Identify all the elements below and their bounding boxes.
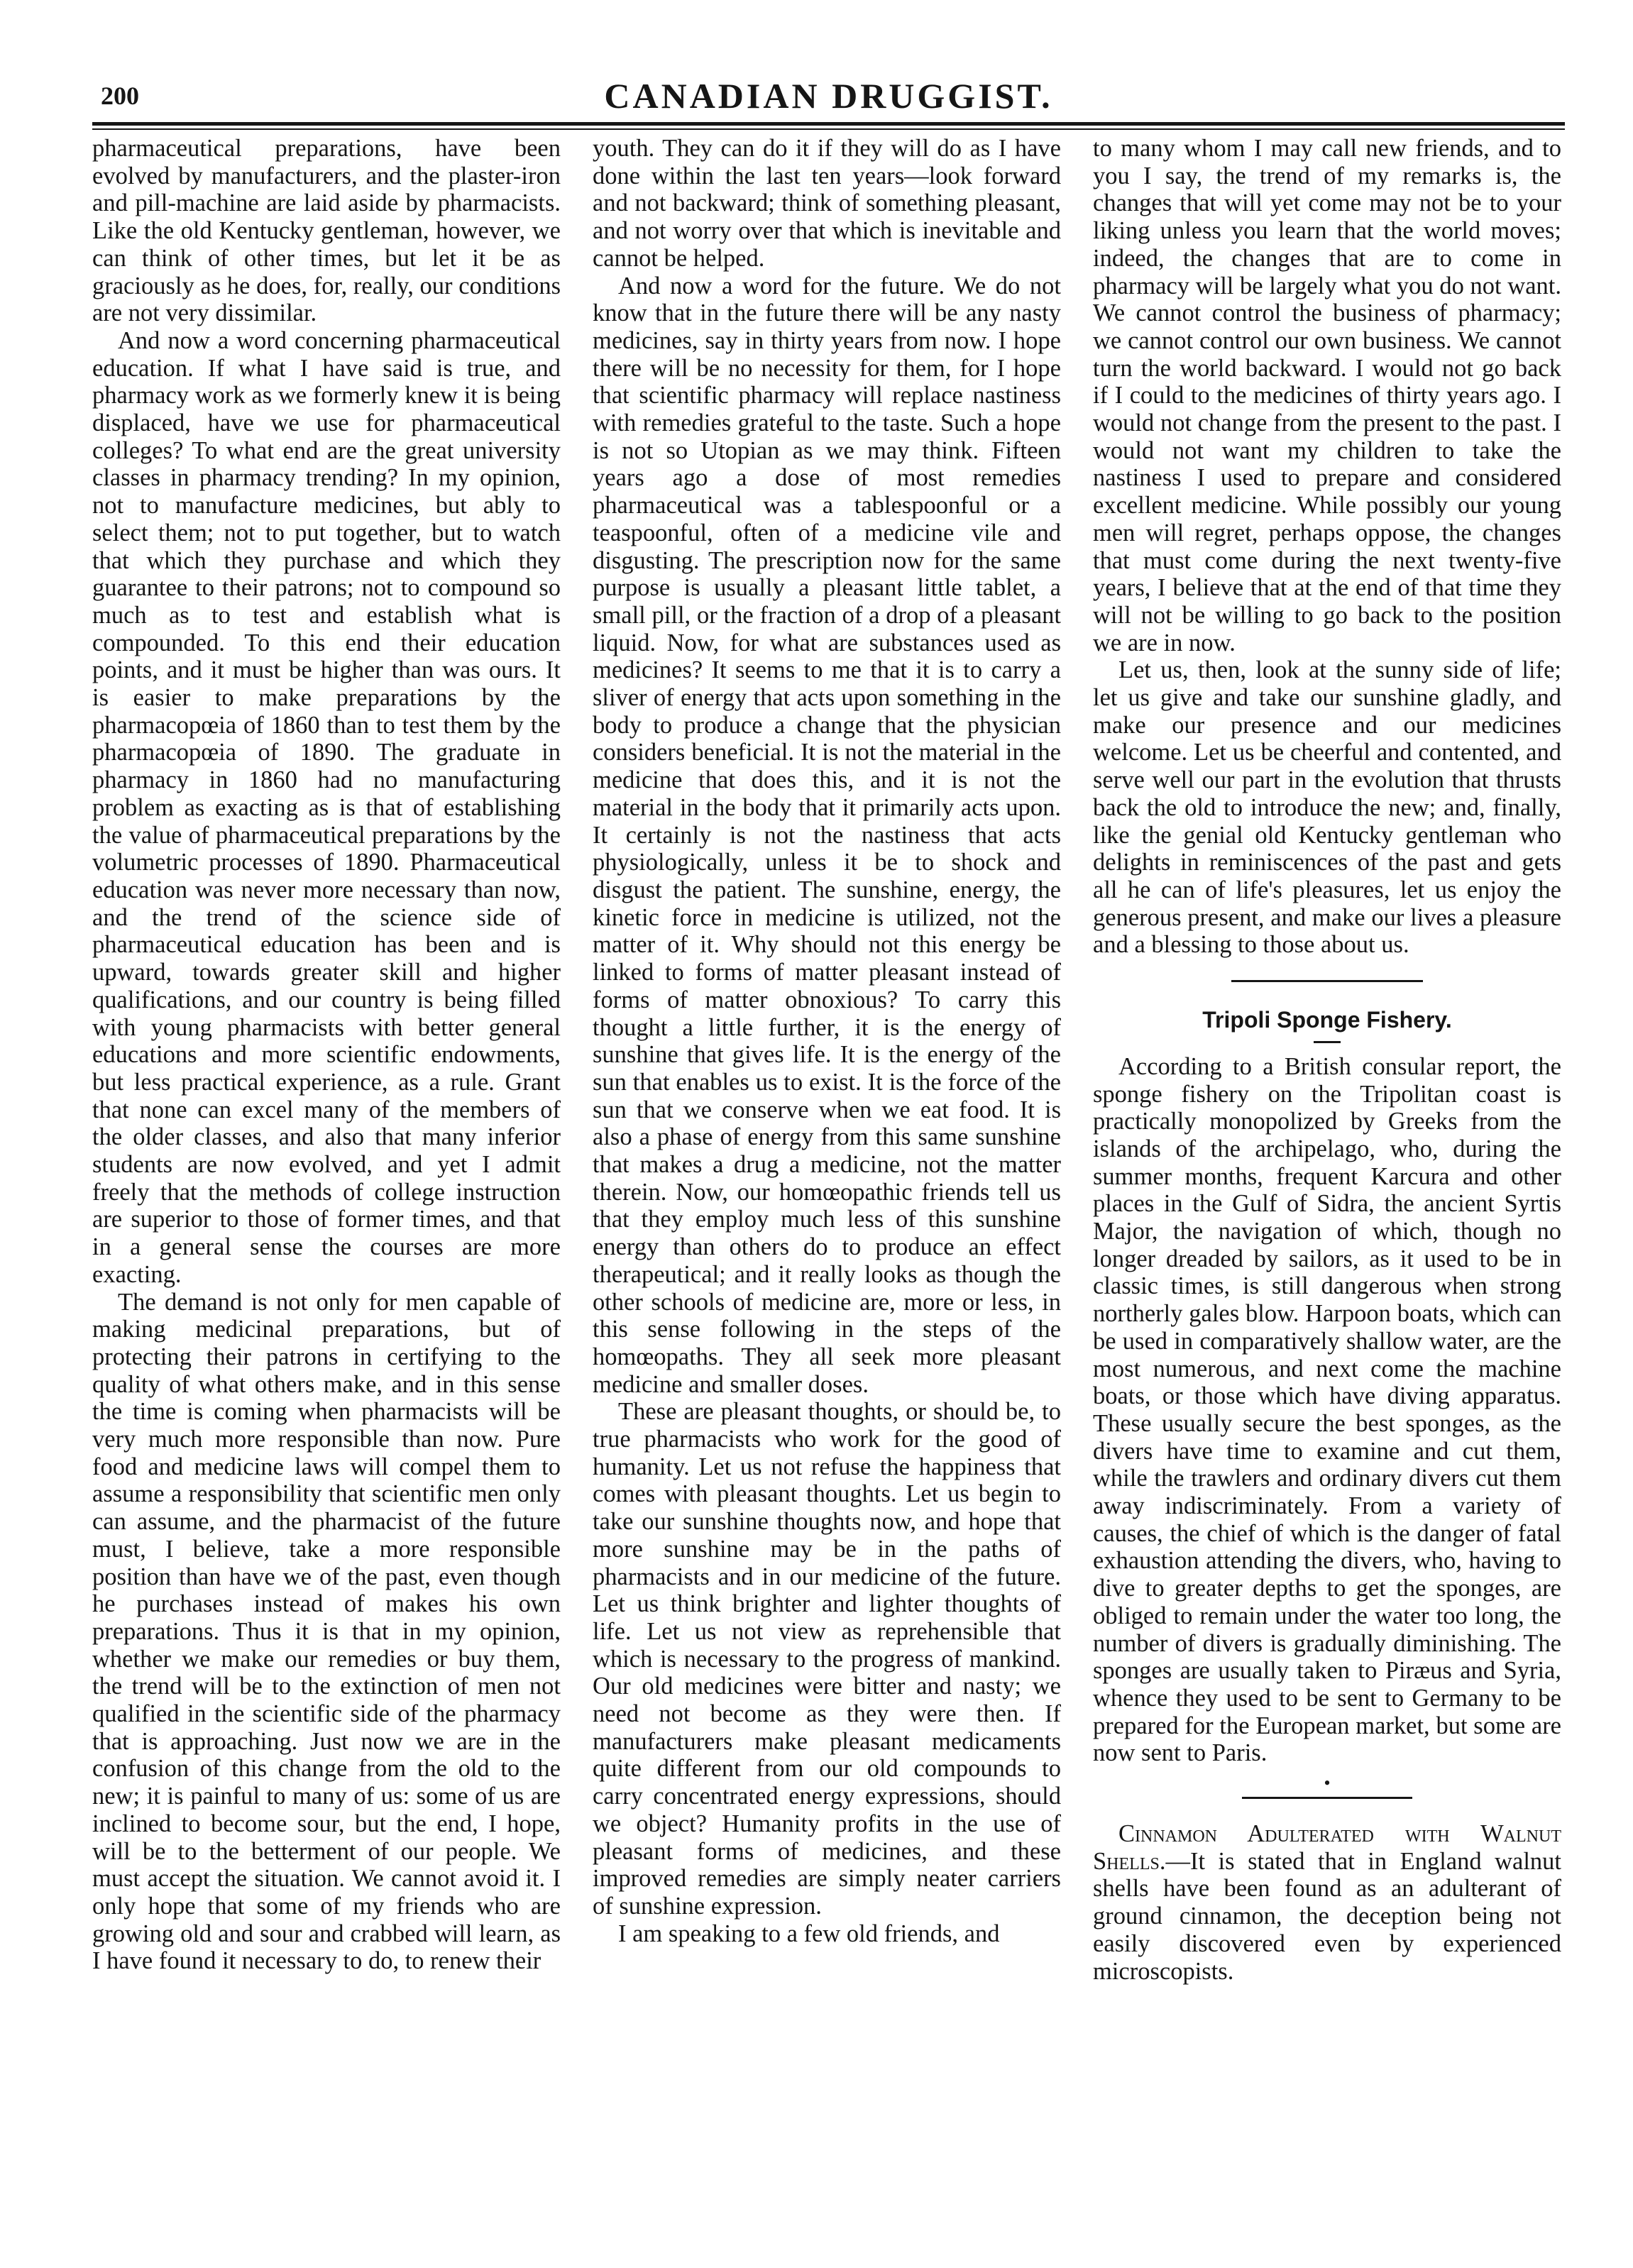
column-right <box>1093 135 1561 1985</box>
column-middle <box>593 135 1061 1947</box>
paragraph: I am speaking to a few old friends, and <box>618 1920 1000 1947</box>
article-title: Tripoli Sponge Fishery. <box>1202 1007 1452 1033</box>
note-body: It is stated that in England walnut shells have been found as an adulterant of ground cinnamon, the deception being not easily discovered even by experienced microscopists. <box>1093 1847 1561 1985</box>
ornament-dot: • <box>1324 1773 1331 1794</box>
header-rule-thin <box>92 128 1565 130</box>
paragraph: pharmaceutical preparations, have been evolved by manufacturers, and the plaster-iron and pill-machine are laid aside by pharmacists. Like the old Kentucky gentleman, however, we can think of other times, but let it be as graciously as he does, for, really, our conditions are not very dissimilar. <box>92 135 561 327</box>
paragraph: And now a word for the future. We do not know that in the future there will be any nasty medicines, say in thirty years from now. I hope there will be no necessity for them, for I hope that scientific pharmacy will replace nastiness with remedies grateful to the taste. Such a hope is not so Utopian as we may think. Fifteen years ago a dose of most remedies pharmaceutical was a tablespoonful or a teaspoonful, often of a medicine vile and disgusting. The prescription now for the same purpose is usually a pleasant little tablet, a small pill, or the fraction of a drop of a pleasant liquid. Now, for what are substances used as medicines? It seems to me that it is to carry a sliver of energy that acts upon something in the body to produce a change that the physician considers beneficial. It is not the material in the medicine that does this, and it is not the material in the body that it primarily acts upon. It certainly is not the nastiness that acts physiologically, unless it be to shock and disgust the patient. The sunshine, energy, the kinetic force in medicine is utilized, not the matter of it. Why should not this energy be linked to forms of matter pleasant instead of forms of matter obnoxious? To carry this thought a little further, it is the energy of sunshine that gives life. It is the energy of the sun that enables us to exist. It is the force of the sun that we conserve when we eat food. It is also a phase of energy from this same sunshine that makes a drug a medicine, not the matter therein. Now, our homœopathic friends tell us that they employ much less of this sunshine energy than others do to produce an effect therapeutical; and it really looks as though the other schools of medicine are, more or less, in this sense following in the steps of the homœopaths. They all seek more pleasant medicine and smaller doses. <box>593 272 1061 1398</box>
paragraph: And now a word concerning pharmaceutical education. If what I have said is true, and pharmacy work as we formerly knew it is being displaced, have we use for pharmaceutical colleges? To what end are the great university classes in pharmacy trending? In my opinion, not to manufacture medicines, but ably to select them; not to put together, but to watch that which they purchase and which they guarantee to their patrons; not to compound so much as to test and establish what is compounded. To this end their education points, and it must be higher than was ours. It is easier to make preparations by the pharmacopœia of 1860 than to test them by the pharmacopœia of 1890. The graduate in pharmacy in 1860 had no manufacturing problem as exacting as is that of establishing the value of pharmaceutical preparations by the volumetric processes of 1890. Pharmaceutical education was never more necessary than now, and the trend of the science side of pharmaceutical education has been and is upward, towards greater skill and higher qualifications, and our country is being filled with young pharmacists with better general educations and more scientific endowments, but less practical experience, as a rule. Grant that none can excel many of the members of the older classes, and also that many inferior students are now evolved, and yet I admit freely that the methods of college instruction are superior to those of former times, and that in a general sense the courses are more exacting. <box>92 326 561 1288</box>
paragraph: Let us, then, look at the sunny side of life; let us give and take our sunshine gladly, and make our presence and our medicines welcome. Let us be cheerful and contented, and serve well our part in the evolution that thrusts back the old to introduce the new; and, finally, like the genial old Kentucky gentleman who delights in reminiscences of the past and gets all he can of life's pleasures, let us enjoy the generous present, and make our lives a pleasure and a blessing to those about us. <box>1093 656 1561 959</box>
paragraph: youth. They can do it if they will do as I have done within the last ten years—look forward and not backward; think of something pleasant, and not worry over that which is inevitable and cannot be helped. <box>593 135 1061 272</box>
journal-title: CANADIAN DRUGGIST. <box>604 76 1053 116</box>
section-divider <box>1242 1797 1412 1799</box>
note-paragraph <box>1093 1820 1561 1985</box>
page-number: 200 <box>101 82 139 110</box>
title-dash <box>1314 1041 1341 1043</box>
header-rule-thick <box>92 122 1565 126</box>
paragraph: to many whom I may call new friends, and to you I say, the trend of my remarks is, the changes that will yet come may not be to your liking unless you learn that the world moves; indeed, the changes that are to come in pharmacy will be largely what you do not want. We cannot control the business of pharmacy; we cannot control our own business. We cannot turn the world backward. I would not go back if I could to the medicines of thirty years ago. I would not change from the present to the past. I would not want my children to take the nastiness I used to prepare and considered excellent medicine. While possibly our young men will regret, perhaps oppose, the changes that must come during the next twenty-five years, I believe that at the end of that time they will not be willing to go back to the position we are in now. <box>1093 135 1561 656</box>
paragraph: The demand is not only for men capable of making medicinal preparations, but of protecting their patrons in certifying to the quality of what others make, and in this sense the time is coming when pharmacists will be very much more responsible than now. Pure food and medicine laws will compel them to assume a responsibility that scientific men only can assume, and the pharmacist of the future must, I believe, take a more responsible position than have we of the past, even though he purchases instead of makes his own preparations. Thus it is that in my opinion, whether we make our remedies or buy them, the trend will be to the extinction of men not qualified in the scientific side of the pharmacy that is approaching. Just now we are in the confusion of this change from the old to the new; it is painful to many of us: some of us are inclined to become sour, but the end, I hope, will be to the betterment of our people. We must accept the situation. We cannot avoid it. I only hope that some of my friends who are growing old and sour and crabbed will learn, as I have found it necessary to do, to renew their <box>92 1288 561 1975</box>
article-body: According to a British consular report, the sponge fishery on the Tripolitan coast is practically monopolized by Greeks from the islands of the archipelago, who, during the summer months, frequent Karcura and other places in the Gulf of Sidra, the ancient Syrtis Major, the navigation of which, though no longer dreaded by sailors, as it used to be in classic times, is still dangerous when strong northerly gales blow. Harpoon boats, which can be used in comparatively shallow water, are the most numerous, and next come the machine boats, or those which have diving apparatus. These usually secure the best sponges, as the divers have time to examine and cut them, while the trawlers and ordinary divers cut them away indiscriminately. From a variety of causes, the chief of which is the danger of fatal exhaustion attending the divers, who, having to dive to greater depths to get the sponges, are obliged to remain under the water too long, the number of divers is gradually diminishing. The sponges are usually taken to Piræus and Syria, whence they used to be sent to Germany to be prepared for the European market, but some are now sent to Paris. <box>1093 1052 1561 1767</box>
paragraph: These are pleasant thoughts, or should be, to true pharmacists who work for the good of humanity. Let us not refuse the happiness that comes with pleasant thoughts. Let us begin to take our sunshine thoughts now, and hope that more sunshine may be in the paths of pharmacists and in our medicine of the future. Let us think brighter and lighter thoughts of life. Let us not view as reprehensible that which is necessary to the progress of mankind. Our old medicines were bitter and nasty; we need not become as they were then. If manufacturers make pleasant medicaments quite different from our old compounds to carry concentrated energy expressions, should we object? Humanity profits in the use of pleasant forms of medicines, and these improved remedies are simply neater carriers of sunshine expression. <box>593 1398 1061 1920</box>
note-heading: Cinnamon Adulterated with Walnut Shells.— <box>1093 1820 1561 1875</box>
page-header <box>92 75 1565 118</box>
section-divider <box>1231 980 1423 982</box>
column-left <box>92 135 561 1975</box>
